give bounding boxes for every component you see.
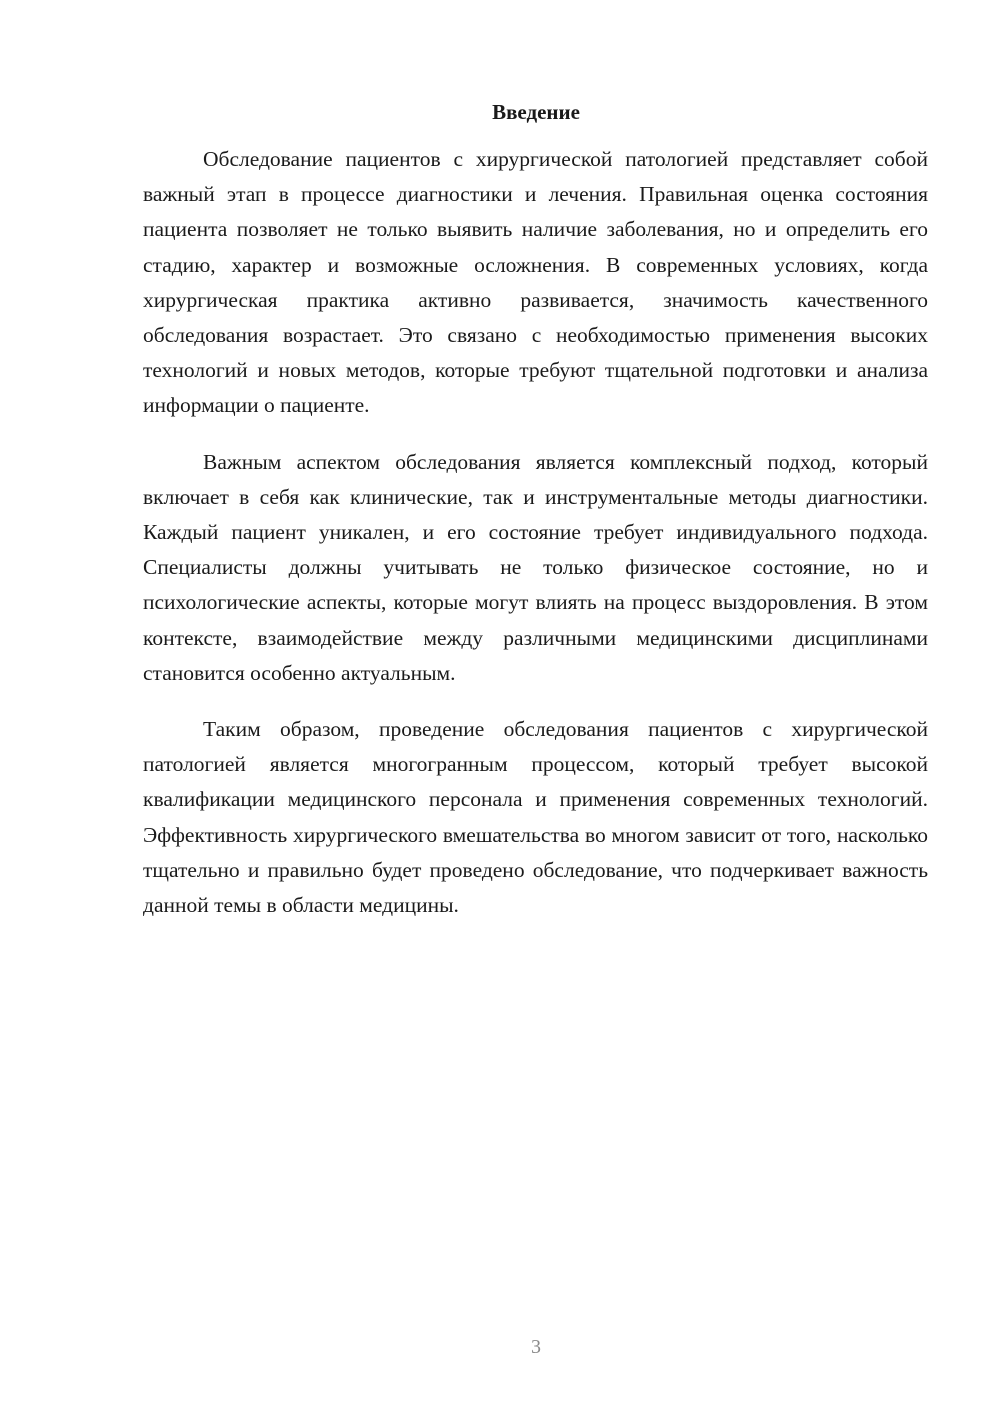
paragraph-1: Обследование пациентов с хирургической патологией представляет собой важный этап в процессе диагностики и лечения. Правильная оценка состояния пациента позволяет не только выявить наличие заболевания, но и определить его стадию, характер и возможные осложнения. В современных условиях, когда хирургическая практика активно развивается, значимость качественного обследования возрастает. Это связано с необходимостью применения высоких технологий и новых методов, которые требуют тщательной подготовки и анализа информации о пациенте. (143, 147, 928, 418)
page-number: 3 (531, 1336, 541, 1358)
paragraph-3: Таким образом, проведение обследования пациентов с хирургической патологией является многогранным процессом, который требует высокой квалификации медицинского персонала и применения современных технологий. Эффективность хирургического вмешательства во многом зависит от того, насколько тщательно и правильно будет проведено обследование, что подчеркивает важность данной темы в области медицины. (143, 717, 928, 918)
body-text (143, 142, 928, 944)
page-title: Введение (492, 100, 580, 124)
paragraph-2: Важным аспектом обследования является комплексный подход, который включает в себя как клинические, так и инструментальные методы диагностики. Каждый пациент уникален, и его состояние требует индивидуального подхода. Специалисты должны учитывать не только физическое состояние, но и психологические аспекты, которые могут влиять на процесс выздоровления. В этом контексте, взаимодействие между различными медицинскими дисциплинами становится особенно актуальным. (143, 449, 928, 685)
